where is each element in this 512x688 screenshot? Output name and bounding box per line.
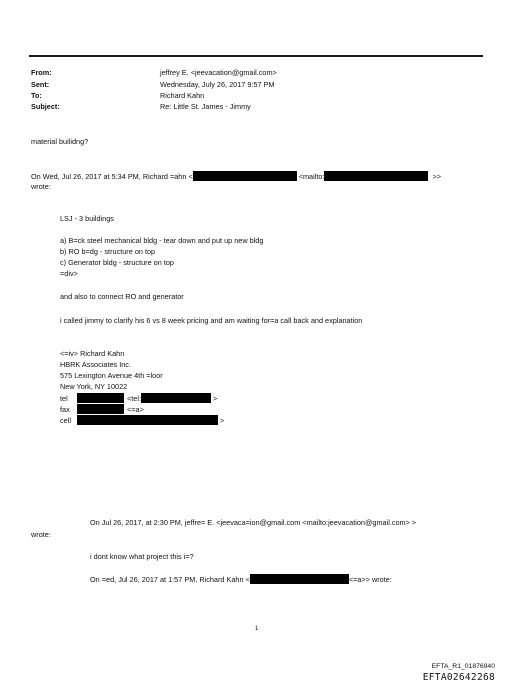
- item-b: b) RO b=dg - structure on top: [60, 247, 156, 256]
- fax-link: <=a>: [127, 405, 144, 414]
- signature-company: HBRK Associates Inc.: [60, 360, 131, 369]
- quote1-mailto: <mailto:: [298, 172, 325, 181]
- page-number: 1: [255, 626, 259, 632]
- efta-large-stamp: EFTA02642268: [422, 672, 495, 683]
- quote3-suffix: <=a>> wrote:: [348, 575, 392, 584]
- signature-cell-row: [60, 415, 224, 425]
- div-close: =div>: [60, 269, 78, 278]
- redaction-box: [141, 393, 211, 403]
- redaction-box: [77, 404, 124, 414]
- to-value: Richard Kahn: [160, 91, 205, 100]
- signature-fax-row: [60, 404, 144, 414]
- signature-city: New York, NY 10022: [60, 382, 128, 391]
- lsj-heading: LSJ - 3 buildings: [60, 214, 114, 223]
- sent-label: Sent:: [31, 80, 50, 89]
- redaction-box: [77, 415, 218, 425]
- from-value: jeffrey E. <jeevacation@gmail.com>: [160, 68, 277, 77]
- subject-value: Re: Little St. James - Jimmy: [160, 102, 251, 111]
- called-line: i called jimmy to clarify his 6 vs 8 week pricing and am waiting for=a call back and explanation: [60, 316, 363, 325]
- quote1-wrote: wrote:: [31, 182, 51, 191]
- dont-know-line: i dont know what project this i=?: [90, 552, 194, 561]
- fax-label: fax: [60, 405, 70, 414]
- cell-label: cell: [60, 416, 71, 425]
- tel-label: tel: [60, 394, 68, 403]
- from-label: From:: [31, 68, 52, 77]
- quote2-line: On Jul 26, 2017, at 2:30 PM, jeffre= E. <jeevaca=ion@gmail.com <mailto:jeevacation@gmail.com> >: [90, 518, 417, 527]
- quote3-line: [90, 574, 392, 584]
- redaction-box: [250, 574, 349, 584]
- sent-value: Wednesday, July 26, 2017 9:57 PM: [160, 80, 275, 89]
- subject-label: Subject:: [31, 102, 60, 111]
- quote1-prefix: On Wed, Jul 26, 2017 at 5:34 PM, Richard =ahn <: [31, 172, 193, 181]
- redaction-box: [193, 171, 297, 181]
- tel-link: <tel:: [127, 394, 141, 403]
- signature-address: 575 Lexington Avenue 4th =loor: [60, 371, 163, 380]
- quote2-wrote: wrote:: [31, 530, 51, 539]
- signature-name: <=iv> Richard Kahn: [60, 349, 125, 358]
- tel-end: >: [213, 394, 218, 403]
- efta-small-stamp: EFTA_R1_01876940: [431, 663, 495, 670]
- quote1-suffix: >>: [432, 172, 442, 181]
- connect-line: and also to connect RO and generator: [60, 292, 184, 301]
- cell-end: >: [220, 416, 225, 425]
- to-label: To:: [31, 91, 42, 100]
- redaction-box: [324, 171, 428, 181]
- item-c: c) Generator bldg - structure on top: [60, 258, 174, 267]
- signature-tel-row: [60, 393, 217, 403]
- redaction-box: [77, 393, 124, 403]
- item-a: a) B=ck steel mechanical bldg - tear down and put up new bldg: [60, 236, 264, 245]
- quote3-prefix: On =ed, Jul 26, 2017 at 1:57 PM, Richard Kahn <: [90, 575, 250, 584]
- reply-line: material builidng?: [31, 137, 89, 146]
- header-rule: [29, 55, 483, 57]
- quote1-line: [31, 171, 441, 181]
